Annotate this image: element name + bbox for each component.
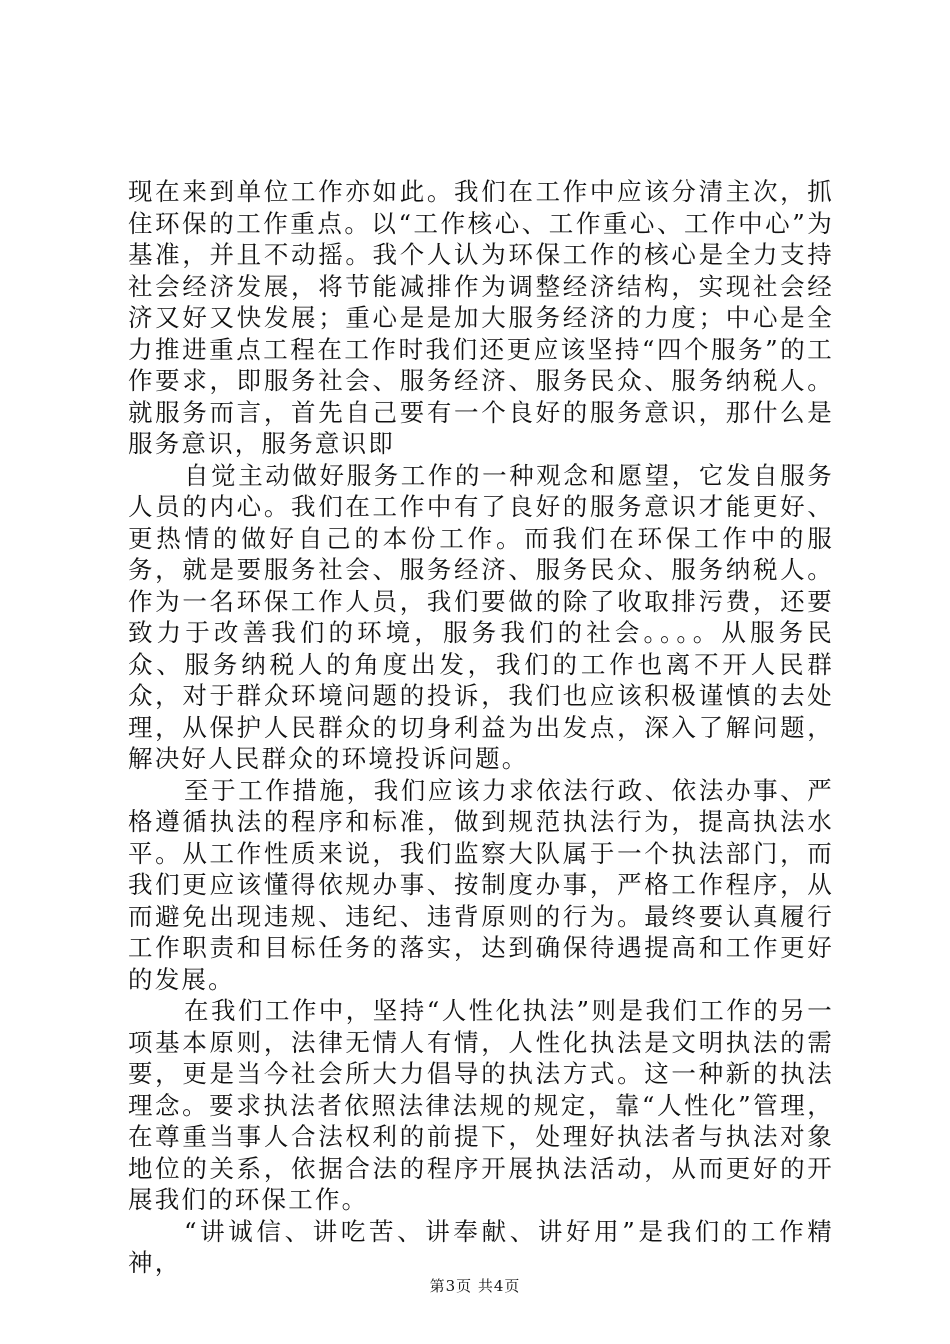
page-number-footer: 第3页 共4页 [429,1277,521,1295]
paragraph-service-awareness: 自觉主动做好服务工作的一种观念和愿望，它发自服务人员的内心。我们在工作中有了良好的服务意识才能更好、更热情的做好自己的本份工作。而我们在环保工作中的服务，就是要服务社会、服务经济、服务民众、服务纳税人。作为一名环保工作人员，我们要做的除了收取排污费，还要致力于改善我们的环境，服务我们的社会。。。。从服务民众、服务纳税人的角度出发，我们的工作也离不开人民群众，对于群众环境问题的投诉，我们也应该积极谨慎的去处理，从保护人民群众的切身利益为出发点，深入了解问题，解决好人民群众的环境投诉问题。 [128,460,834,773]
paragraph-humanized-enforcement: 在我们工作中，坚持“人性化执法”则是我们工作的另一项基本原则，法律无情人有情，人性化执法是文明执法的需要，更是当今社会所大力倡导的执法方式。这一种新的执法理念。要求执法者依照法律法规的规定，靠“人性化”管理，在尊重当事人合法权利的前提下，处理好执法者与执法对象地位的关系，依据合法的程序开展执法活动，从而更好的开展我们的环保工作。 [128,996,834,1214]
paragraph-continuation: 现在来到单位工作亦如此。我们在工作中应该分清主次，抓住环保的工作重点。以“工作核心、工作重心、工作中心”为基准，并且不动摇。我个人认为环保工作的核心是全力支持社会经济发展，将节能减排作为调整经济结构，实现社会经济又好又快发展；重心是是加大服务经济的力度；中心是全力推进重点工程在工作时我们还更应该坚持“四个服务”的工作要求，即服务社会、服务经济、服务民众、服务纳税人。就服务而言，首先自己要有一个良好的服务意识，那什么是服务意识，服务意识即 [128,177,834,458]
document-body [128,176,834,1279]
paragraph-work-measures: 至于工作措施，我们应该力求依法行政、依法办事、严格遵循执法的程序和标准，做到规范执法行为，提高执法水平。从工作性质来说，我们监察大队属于一个执法部门，而我们更应该懂得依规办事、按制度办事，严格工作程序，从而避免出现违规、违纪、违背原则的行为。最终要认真履行工作职责和目标任务的落实，达到确保待遇提高和工作更好的发展。 [128,775,834,994]
paragraph-work-spirit: “讲诚信、讲吃苦、讲奉献、讲好用”是我们的工作精神， [128,1216,834,1277]
